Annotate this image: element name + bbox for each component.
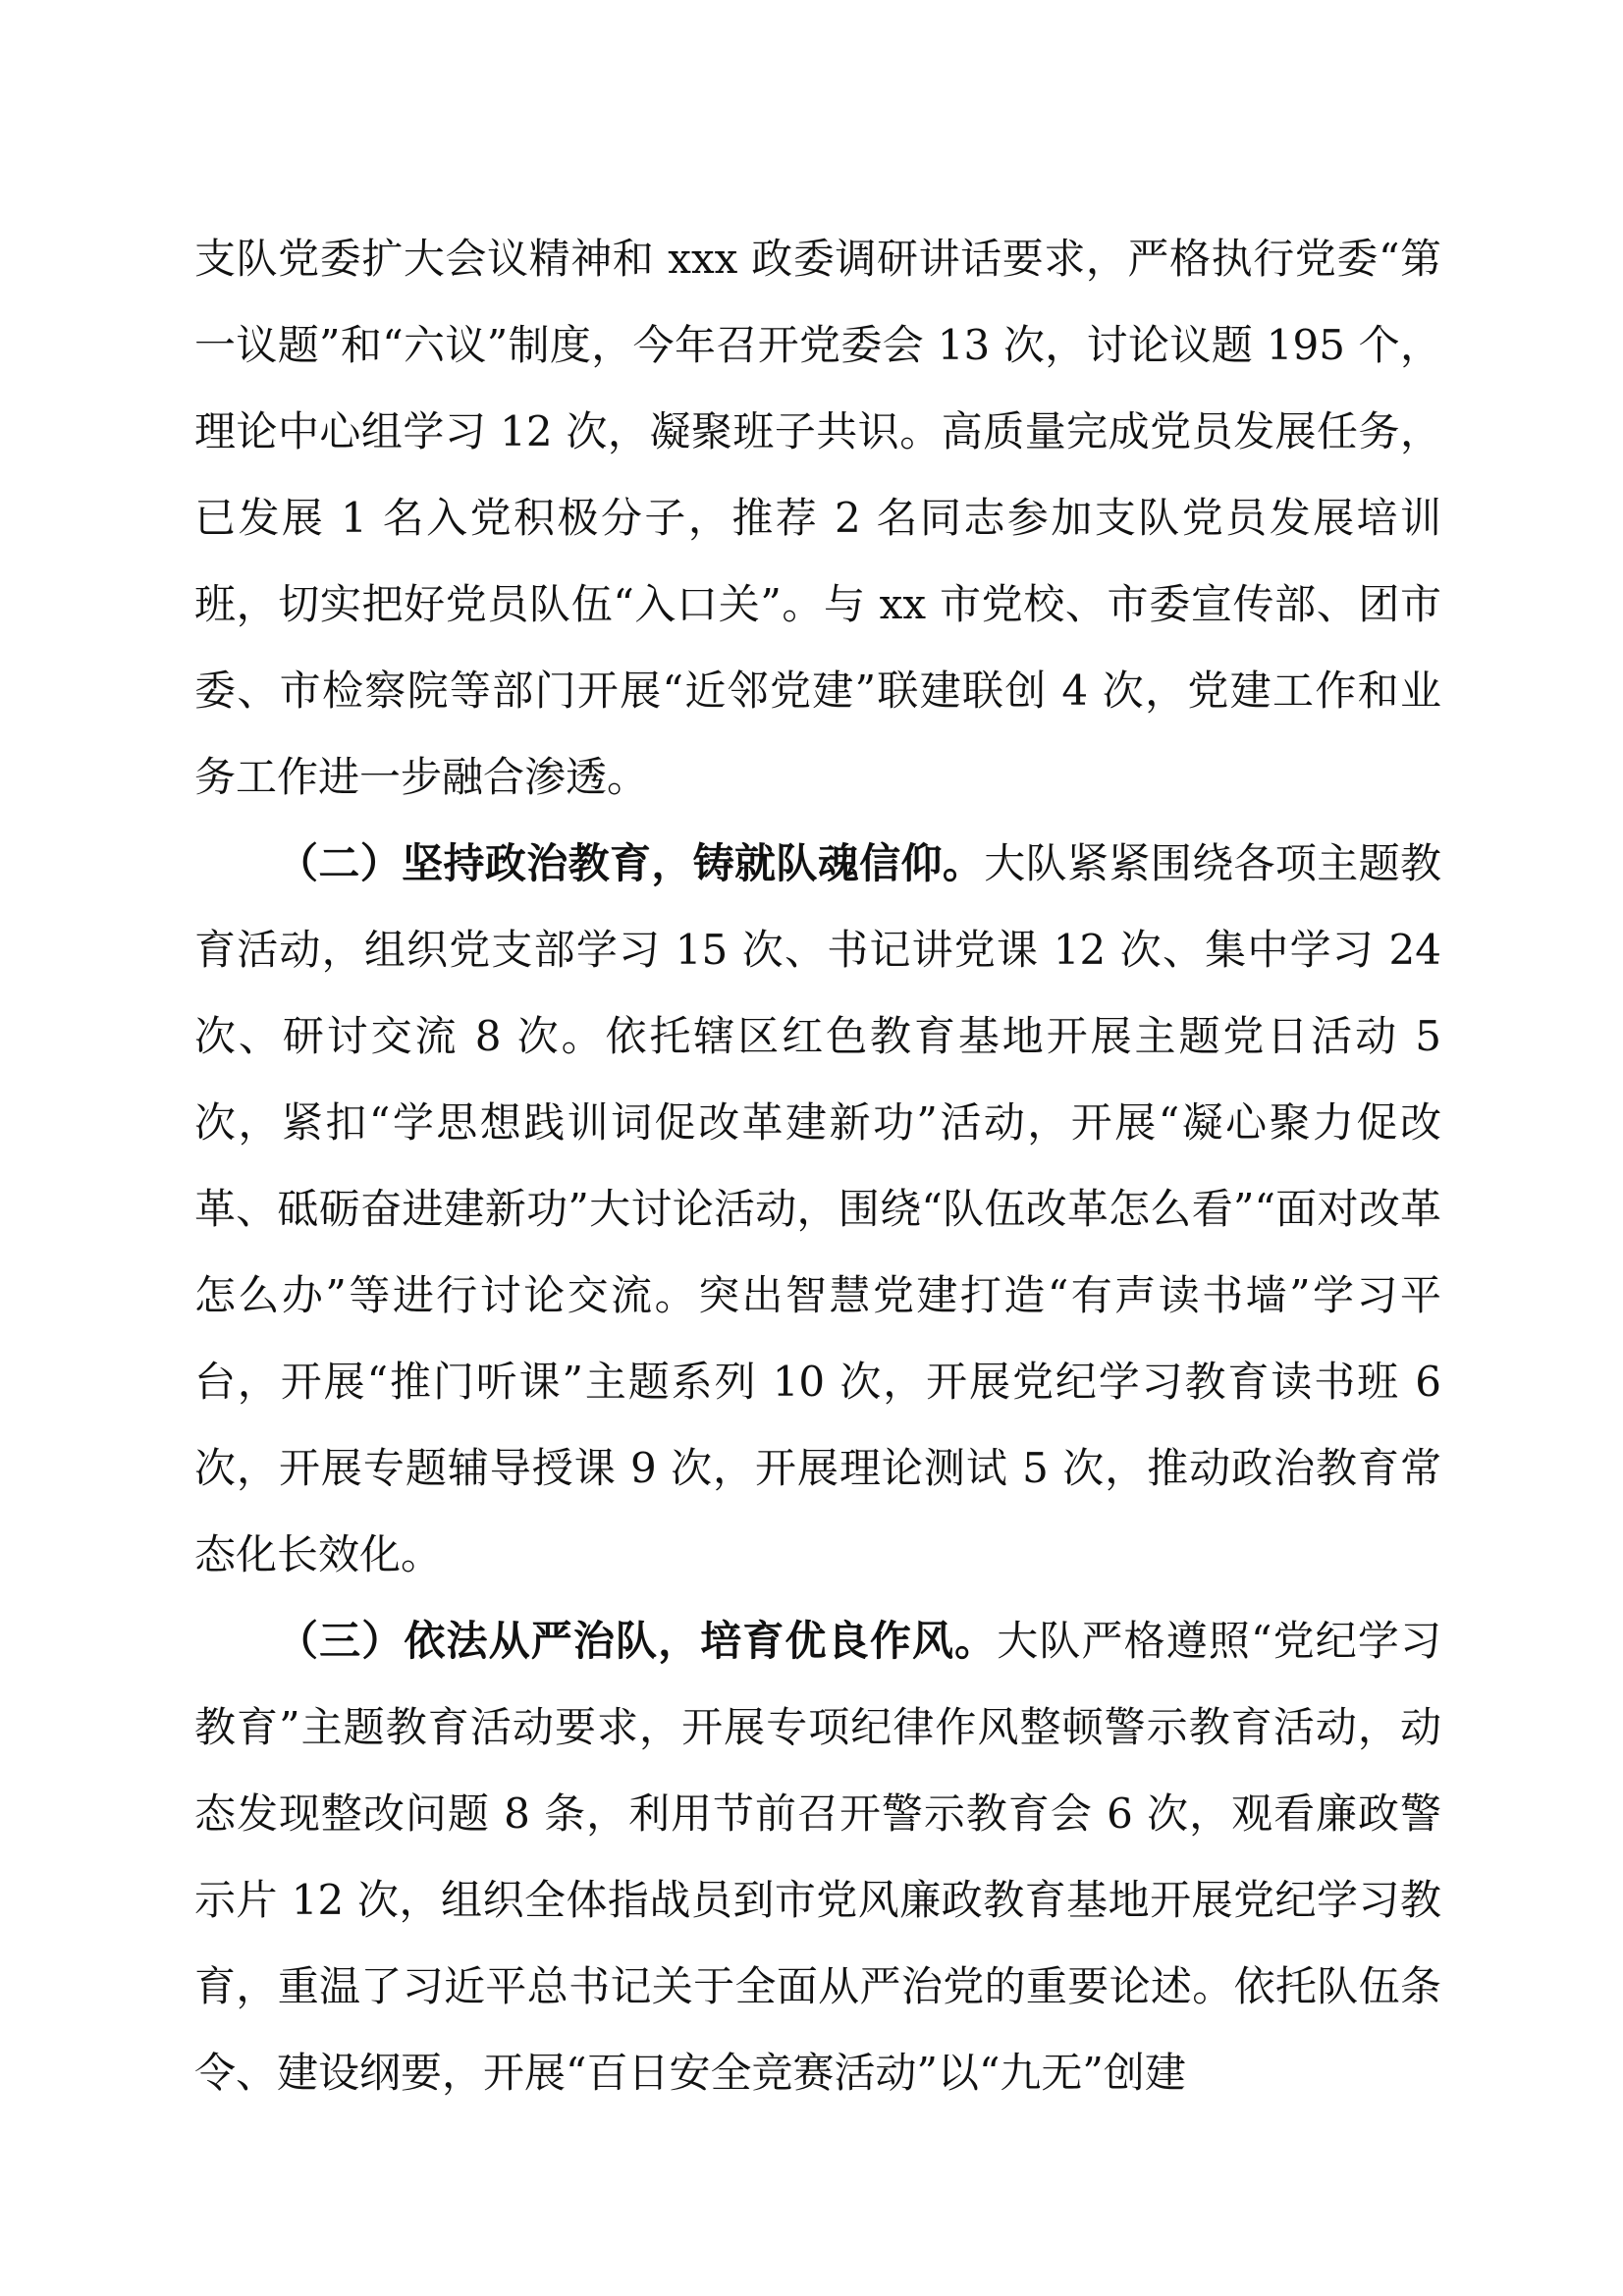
section-heading: （二）坚持政治教育，铸就队魂信仰。 — [277, 839, 985, 887]
paragraph-text: 大队紧紧围绕各项主题教育活动，组织党支部学习 15 次、书记讲党课 12 次、集中学习 24 次、研讨交流 8 次。依托辖区红色教育基地开展主题党日活动 5 次，紧扣“学思想践训词促改革建新功”活动，开展“凝心聚力促改革、砥砺奋进建新功”大讨论活动，围绕“队伍改革怎么看”“面对改革怎么办”等进行讨论交流。突出智慧党建打造“有声读书墙”学习平台，开展“推门听课”主题系列 10 次，开展党纪学习教育读书班 6 次，开展专题辅导授课 9 次，开展理论测试 5 次，推动政治教育常态化长效化。 — [194, 839, 1441, 1578]
paragraph-party-building — [194, 216, 1441, 821]
paragraph-text: 大队严格遵照“党纪学习教育”主题教育活动要求，开展专项纪律作风整顿警示教育活动，动态发现整改问题 8 条，利用节前召开警示教育会 6 次，观看廉政警示片 12 次，组织全体指战员到市党风廉政教育基地开展党纪学习教育，重温了习近平总书记关于全面从严治党的重要论述。依托队伍条令、建设纲要，开展“百日安全竞赛活动”以“九无”创建 — [194, 1617, 1441, 2097]
paragraph-strict-governance — [194, 1598, 1441, 2116]
paragraph-text: 支队党委扩大会议精神和 xxx 政委调研讲话要求，严格执行党委“第一议题”和“六议”制度，今年召开党委会 13 次，讨论议题 195 个，理论中心组学习 12 次，凝聚班子共识。高质量完成党员发展任务，已发展 1 名入党积极分子，推荐 2 名同志参加支队党员发展培训班，切实把好党员队伍“入口关”。与 xx 市党校、市委宣传部、团市委、市检察院等部门开展“近邻党建”联建联创 4 次，党建工作和业务工作进一步融合渗透。 — [194, 235, 1441, 801]
section-heading: （三）依法从严治队，培育优良作风。 — [277, 1617, 998, 1665]
document-body — [194, 216, 1441, 2116]
paragraph-political-education — [194, 821, 1441, 1598]
